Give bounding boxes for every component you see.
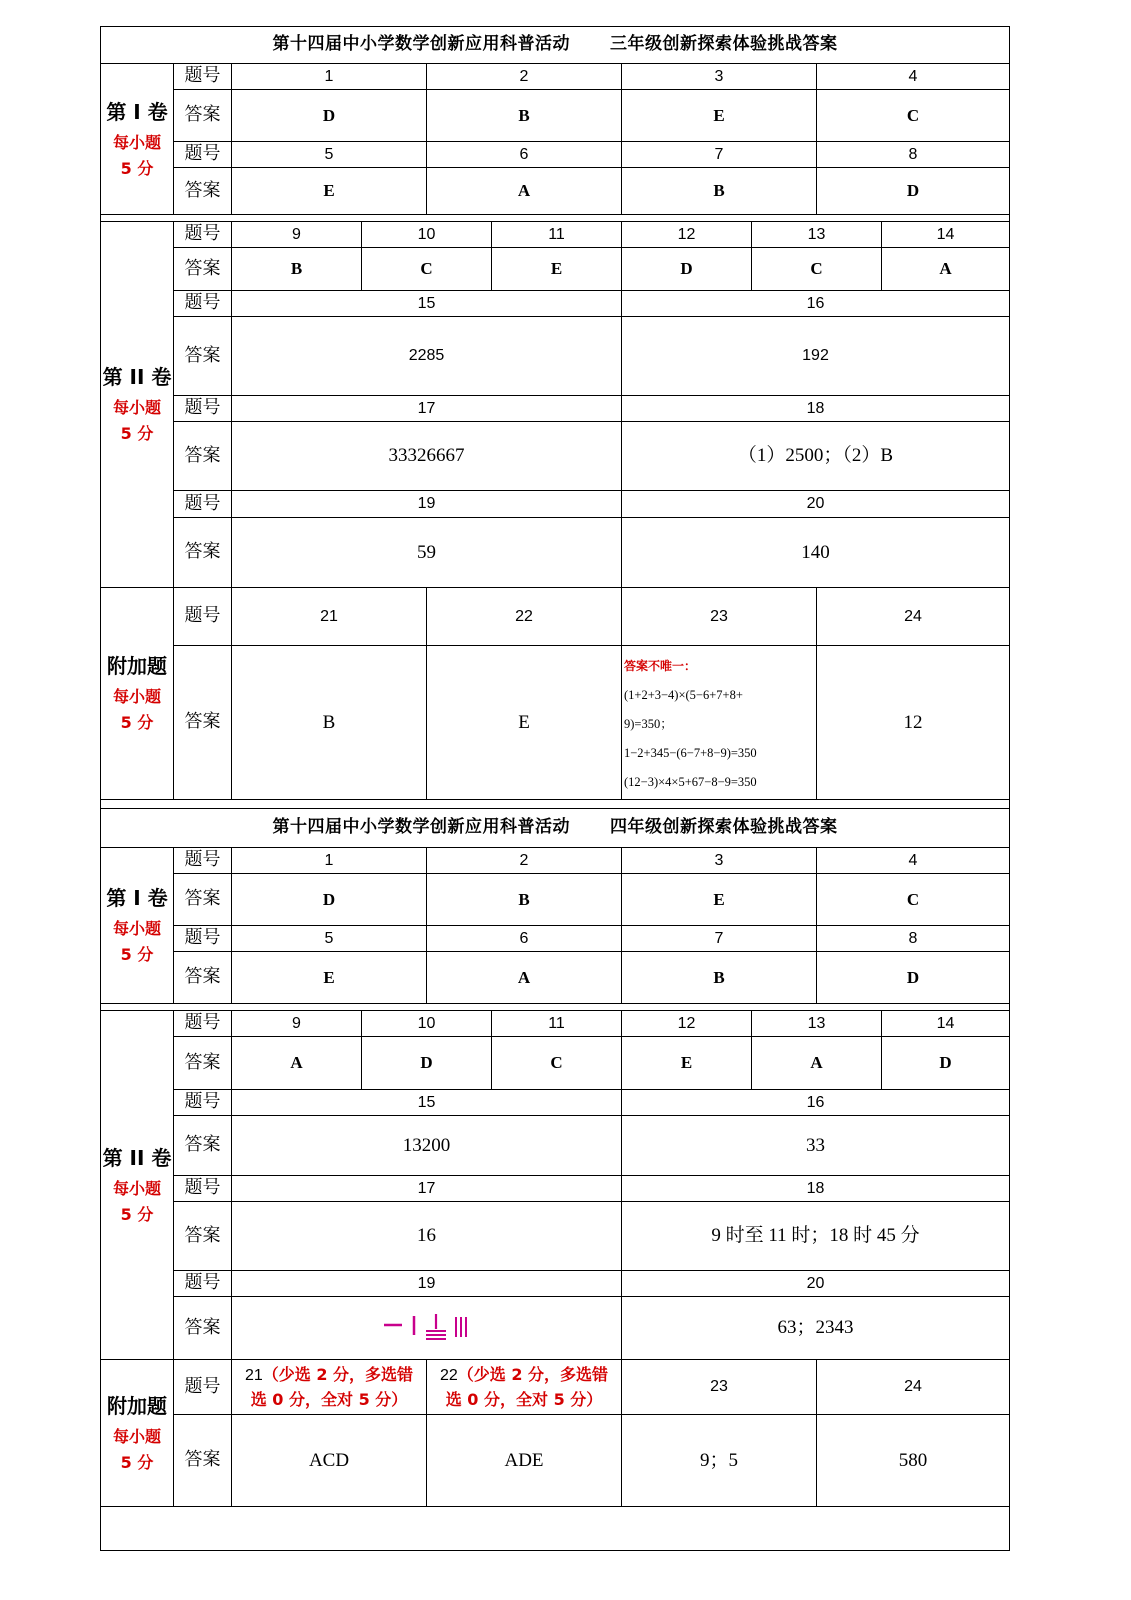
g3-a22: E — [426, 645, 622, 800]
g4-q21-num: 21 — [244, 1366, 263, 1384]
g4-a10: D — [361, 1036, 492, 1090]
g4-a16: 33 — [621, 1115, 1010, 1176]
g3-sec1-points-a: 每小题 — [112, 132, 161, 152]
g3-q20: 20 — [621, 490, 1010, 518]
g4-a22: ADE — [426, 1414, 622, 1507]
g3-sec1-points-b: 5 分 — [120, 158, 154, 178]
g3-a9: B — [231, 247, 362, 291]
grade3-title — [100, 26, 1010, 64]
g3-a8: D — [816, 167, 1010, 215]
g3-q12: 12 — [621, 221, 752, 248]
g3-s2-alabel-2: 答案 — [173, 316, 232, 396]
g3-a23-line-3: 1−2+345−(6−7+8−9)=350 — [624, 746, 757, 760]
g3-s2-qlabel-1: 题号 — [173, 221, 232, 248]
g4-s1-qlabel-1: 题号 — [173, 847, 232, 874]
g3-q1: 1 — [231, 63, 427, 90]
g4-a14: D — [881, 1036, 1010, 1090]
g3-q22: 22 — [426, 587, 622, 646]
g3-a2: B — [426, 89, 622, 142]
g4-s3-alabel: 答案 — [173, 1414, 232, 1507]
g4-s2-qlabel-1: 题号 — [173, 1010, 232, 1037]
g3-q4: 4 — [816, 63, 1010, 90]
g4-s1-qlabel-2: 题号 — [173, 925, 232, 952]
g4-s2-qlabel-2: 题号 — [173, 1089, 232, 1116]
g4-sec3-name: 附加题 — [107, 1393, 167, 1418]
g4-q9: 9 — [231, 1010, 362, 1037]
g3-s1-qlabel-2: 题号 — [173, 141, 232, 168]
g3-q10: 10 — [361, 221, 492, 248]
g3-a21: B — [231, 645, 427, 800]
g3-a18: （1）2500；（2）B — [621, 421, 1010, 491]
g3-q7: 7 — [621, 141, 817, 168]
g4-q24: 24 — [816, 1359, 1010, 1415]
g4-a5: E — [231, 951, 427, 1004]
g3-q14: 14 — [881, 221, 1010, 248]
g3-s1-alabel-1: 答案 — [173, 89, 232, 142]
g4-s2-qlabel-4: 题号 — [173, 1270, 232, 1297]
g3-q8: 8 — [816, 141, 1010, 168]
g4-s3-qlabel: 题号 — [173, 1359, 232, 1415]
g4-q22-note2: 选 0 分，全对 5 分） — [445, 1389, 603, 1409]
g4-sec2-header — [100, 1010, 174, 1360]
g3-q13: 13 — [751, 221, 882, 248]
g3-a1: D — [231, 89, 427, 142]
g3-a23-note-head: 答案不唯一： — [624, 659, 697, 673]
g4-sec3-header — [100, 1359, 174, 1507]
g3-a23-line-2: 9)=350； — [624, 717, 673, 731]
g3-q11: 11 — [491, 221, 622, 248]
grade3-title-right: 三年级创新探索体验挑战答案 — [610, 34, 838, 55]
g4-s2-alabel-1: 答案 — [173, 1036, 232, 1090]
g3-s3-qlabel: 题号 — [173, 587, 232, 646]
g3-q17: 17 — [231, 395, 622, 422]
g3-a7: B — [621, 167, 817, 215]
g4-q11: 11 — [491, 1010, 622, 1037]
g4-a11: C — [491, 1036, 622, 1090]
g3-sec2-points-b: 5 分 — [120, 424, 154, 443]
g4-q14: 14 — [881, 1010, 1010, 1037]
g4-q23: 23 — [621, 1359, 817, 1415]
g4-q21-line1 — [245, 1365, 413, 1386]
grade3-title-left: 第十四届中小学数学创新应用科普活动 — [272, 34, 570, 55]
g4-sec2-points-a: 每小题 — [112, 1178, 161, 1198]
g4-q21-note2: 选 0 分，全对 5 分） — [250, 1389, 408, 1409]
g4-q22-line1 — [440, 1365, 608, 1386]
g3-a11: E — [491, 247, 622, 291]
g4-q21 — [231, 1359, 427, 1415]
g4-q6: 6 — [426, 925, 622, 952]
g3-a13: C — [751, 247, 882, 291]
g3-q2: 2 — [426, 63, 622, 90]
g4-a3: E — [621, 873, 817, 926]
g3-a5: E — [231, 167, 427, 215]
g4-s1-alabel-1: 答案 — [173, 873, 232, 926]
g4-a20: 63；2343 — [621, 1296, 1010, 1360]
g3-a19: 59 — [231, 517, 622, 588]
g3-s3-alabel: 答案 — [173, 645, 232, 800]
g3-a23-line-1: (1+2+3−4)×(5−6+7+8+ — [624, 688, 743, 702]
g4-q22 — [426, 1359, 622, 1415]
g3-sec1-name: 第 I 卷 — [106, 99, 168, 124]
g3-a4: C — [816, 89, 1010, 142]
g4-a9: A — [231, 1036, 362, 1090]
g3-q21: 21 — [231, 587, 427, 646]
g4-sec1-name: 第 I 卷 — [106, 886, 168, 910]
g4-a13: A — [751, 1036, 882, 1090]
g4-sec3-points-a: 每小题 — [112, 1426, 161, 1446]
g3-q18: 18 — [621, 395, 1010, 422]
g4-q2: 2 — [426, 847, 622, 874]
g3-sec2-points-a: 每小题 — [112, 398, 161, 417]
g3-q23: 23 — [621, 587, 817, 646]
g3-s1-alabel-2: 答案 — [173, 167, 232, 215]
g3-q19: 19 — [231, 490, 622, 518]
g4-q12: 12 — [621, 1010, 752, 1037]
g4-sec1-points-a: 每小题 — [112, 919, 161, 938]
g4-a19 — [231, 1296, 622, 1360]
g4-a2: B — [426, 873, 622, 926]
g4-q17: 17 — [231, 1175, 622, 1202]
g4-s2-alabel-4: 答案 — [173, 1296, 232, 1360]
g3-s2-alabel-1: 答案 — [173, 247, 232, 291]
g4-q21-note1: （少选 2 分，多选错 — [262, 1364, 414, 1384]
g3-a3: E — [621, 89, 817, 142]
g3-s2-alabel-3: 答案 — [173, 421, 232, 491]
g3-s2-qlabel-3: 题号 — [173, 395, 232, 422]
g4-q3: 3 — [621, 847, 817, 874]
g3-a10: C — [361, 247, 492, 291]
g4-a23: 9；5 — [621, 1414, 817, 1507]
g4-q7: 7 — [621, 925, 817, 952]
g3-sec3-points-b: 5 分 — [120, 713, 154, 732]
g3-a17: 33326667 — [231, 421, 622, 491]
g3-a20: 140 — [621, 517, 1010, 588]
g4-a15: 13200 — [231, 1115, 622, 1176]
g3-s2-qlabel-2: 题号 — [173, 290, 232, 317]
g4-s2-qlabel-3: 题号 — [173, 1175, 232, 1202]
g4-a6: A — [426, 951, 622, 1004]
g4-q10: 10 — [361, 1010, 492, 1037]
g4-q8: 8 — [816, 925, 1010, 952]
g3-a23 — [621, 645, 817, 800]
g4-sec3-points-b: 5 分 — [120, 1452, 154, 1472]
g3-a23-line-4: (12−3)×4×5+67−8−9=350 — [624, 775, 757, 789]
g3-a16: 192 — [621, 316, 1010, 396]
g3-s2-qlabel-4: 题号 — [173, 490, 232, 518]
g4-a24: 580 — [816, 1414, 1010, 1507]
g3-s1-qlabel-1: 题号 — [173, 63, 232, 90]
g4-sec1-points-b: 5 分 — [120, 945, 154, 964]
g3-sec3-name: 附加题 — [107, 654, 167, 678]
g4-a8: D — [816, 951, 1010, 1004]
g3-a24: 12 — [816, 645, 1010, 800]
g3-q3: 3 — [621, 63, 817, 90]
g3-a14: A — [881, 247, 1010, 291]
g4-s2-alabel-3: 答案 — [173, 1201, 232, 1271]
g4-q19: 19 — [231, 1270, 622, 1297]
g3-a12: D — [621, 247, 752, 291]
g3-s2-alabel-4: 答案 — [173, 517, 232, 588]
g4-q18: 18 — [621, 1175, 1010, 1202]
g4-a21: ACD — [231, 1414, 427, 1507]
g4-q4: 4 — [816, 847, 1010, 874]
g3-sec3-header — [100, 587, 174, 800]
g3-sec1-header — [100, 63, 174, 215]
g3-q16: 16 — [621, 290, 1010, 317]
g4-s1-alabel-2: 答案 — [173, 951, 232, 1004]
g4-q1: 1 — [231, 847, 427, 874]
g4-s2-alabel-2: 答案 — [173, 1115, 232, 1176]
g3-a6: A — [426, 167, 622, 215]
g4-a12: E — [621, 1036, 752, 1090]
grade4-title — [100, 808, 1010, 848]
g3-q9: 9 — [231, 221, 362, 248]
grade4-title-right: 四年级创新探索体验挑战答案 — [610, 817, 838, 838]
g4-a17: 16 — [231, 1201, 622, 1271]
g3-sec2-header — [100, 221, 174, 588]
g3-q15: 15 — [231, 290, 622, 317]
g4-q5: 5 — [231, 925, 427, 952]
g3-sec3-points-a: 每小题 — [112, 687, 161, 706]
g4-q13: 13 — [751, 1010, 882, 1037]
g3-a15: 2285 — [231, 316, 622, 396]
g4-a1: D — [231, 873, 427, 926]
g4-a4: C — [816, 873, 1010, 926]
grade4-title-left: 第十四届中小学数学创新应用科普活动 — [272, 817, 570, 838]
g3-sec2-name: 第 II 卷 — [102, 365, 172, 389]
g3-q24: 24 — [816, 587, 1010, 646]
g3-q5: 5 — [231, 141, 427, 168]
g4-a18: 9 时至 11 时；18 时 45 分 — [621, 1201, 1010, 1271]
g4-q15: 15 — [231, 1089, 622, 1116]
g4-sec1-header — [100, 847, 174, 1004]
g4-a7: B — [621, 951, 817, 1004]
g4-q20: 20 — [621, 1270, 1010, 1297]
g4-q22-note1: （少选 2 分，多选错 — [457, 1364, 609, 1384]
g4-q16: 16 — [621, 1089, 1010, 1116]
g3-q6: 6 — [426, 141, 622, 168]
g4-q22-num: 22 — [439, 1366, 458, 1384]
g4-sec2-name: 第 II 卷 — [102, 1145, 172, 1170]
rod-numeral-figure — [382, 1311, 472, 1345]
g4-sec2-points-b: 5 分 — [120, 1204, 154, 1224]
